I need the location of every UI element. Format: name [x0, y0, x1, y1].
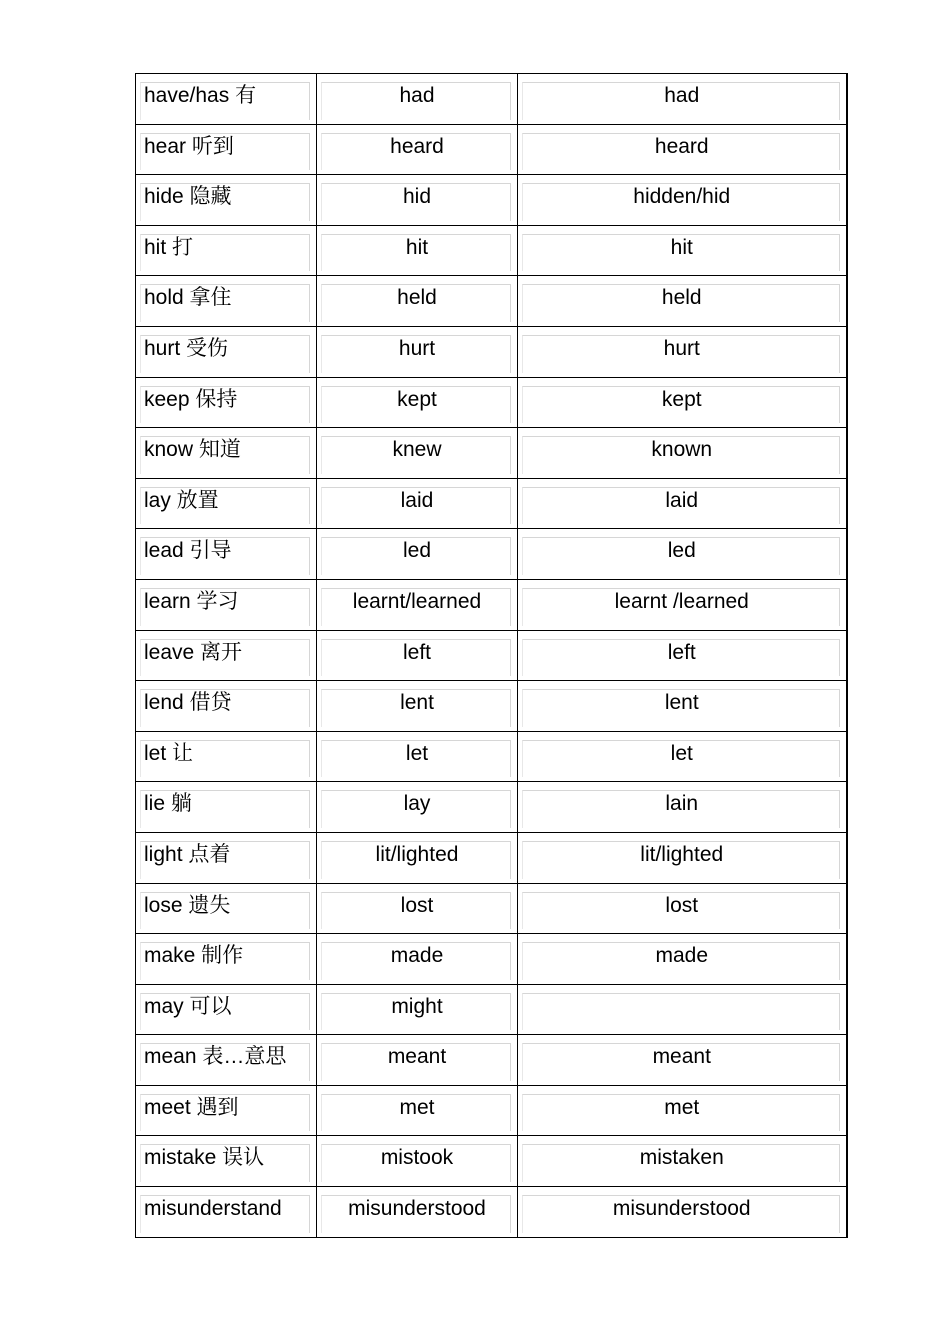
- past-tense-cell-text: hid: [402, 185, 432, 209]
- past-tense-cell-text: lit/lighted: [375, 842, 459, 866]
- table-row: [136, 326, 847, 377]
- base-form-cell-text: mean 表…意思: [144, 1045, 287, 1069]
- base-form-cell: [136, 74, 317, 125]
- past-participle-cell-text: meant: [652, 1045, 711, 1069]
- table-row: [136, 276, 847, 327]
- irregular-verb-table: [135, 73, 848, 1238]
- past-participle-cell-text: mistaken: [639, 1146, 724, 1170]
- base-form-cell-text: lend 借贷: [144, 691, 232, 715]
- table-row: [136, 74, 847, 125]
- past-participle-cell-text: lain: [665, 792, 699, 816]
- base-form-cell: [136, 124, 317, 175]
- past-tense-cell: [317, 1136, 518, 1187]
- table-row: [136, 883, 847, 934]
- past-tense-cell: [317, 225, 518, 276]
- past-tense-cell: [317, 377, 518, 428]
- table-row: [136, 225, 847, 276]
- base-form-cell-text: hide 隐藏: [144, 185, 232, 209]
- past-participle-cell-text: led: [667, 539, 696, 563]
- past-participle-cell: [518, 934, 847, 985]
- past-tense-cell-text: meant: [387, 1045, 447, 1069]
- base-form-cell: [136, 681, 317, 732]
- base-form-cell: [136, 782, 317, 833]
- past-participle-cell-text: hurt: [663, 336, 700, 360]
- table-row: [136, 478, 847, 529]
- past-participle-cell-text: held: [661, 286, 702, 310]
- base-form-cell-text: hear 听到: [144, 134, 234, 158]
- past-participle-cell: [518, 832, 847, 883]
- past-tense-cell: [317, 428, 518, 479]
- past-tense-cell-text: hurt: [398, 336, 436, 360]
- base-form-cell-text: leave 离开: [144, 640, 243, 664]
- past-participle-cell: [518, 276, 847, 327]
- past-participle-cell: [518, 731, 847, 782]
- past-tense-cell-text: might: [391, 994, 443, 1018]
- past-participle-cell-text: misunderstood: [612, 1197, 751, 1221]
- past-tense-cell-text: left: [402, 640, 431, 664]
- table-row: [136, 529, 847, 580]
- past-participle-cell-text: lit/lighted: [640, 842, 724, 866]
- past-tense-cell-text: mistook: [380, 1146, 454, 1170]
- table-row: [136, 782, 847, 833]
- base-form-cell-text: lead 引导: [144, 539, 232, 563]
- base-form-cell-text: light 点着: [144, 842, 231, 866]
- table-row: [136, 175, 847, 226]
- past-participle-cell: [518, 428, 847, 479]
- base-form-cell-text: hit 打: [144, 235, 194, 259]
- base-form-cell: [136, 428, 317, 479]
- base-form-cell: [136, 1187, 317, 1238]
- past-tense-cell: [317, 934, 518, 985]
- cell-inner-frame: [522, 993, 840, 1031]
- past-tense-cell: [317, 124, 518, 175]
- past-tense-cell: [317, 1187, 518, 1238]
- base-form-cell: [136, 934, 317, 985]
- past-tense-cell: [317, 579, 518, 630]
- past-participle-cell-text: learnt /learned: [614, 589, 749, 613]
- past-tense-cell: [317, 529, 518, 580]
- base-form-cell-text: keep 保持: [144, 387, 238, 411]
- past-participle-cell: [518, 1035, 847, 1086]
- past-tense-cell-text: kept: [397, 387, 437, 411]
- base-form-cell-text: hurt 受伤: [144, 336, 229, 360]
- past-tense-cell-text: lent: [400, 691, 434, 715]
- table-row: [136, 984, 847, 1035]
- past-participle-cell: [518, 529, 847, 580]
- base-form-cell-text: misunderstand: [144, 1197, 282, 1221]
- base-form-cell-text: lose 遗失: [144, 893, 231, 917]
- past-tense-cell-text: heard: [390, 134, 444, 158]
- table-row: [136, 1035, 847, 1086]
- table-row: [136, 377, 847, 428]
- past-tense-cell: [317, 326, 518, 377]
- past-tense-cell: [317, 832, 518, 883]
- past-participle-cell-text: hit: [670, 235, 693, 259]
- base-form-cell-text: make 制作: [144, 944, 244, 968]
- past-participle-cell-text: heard: [654, 134, 709, 158]
- table-row: [136, 832, 847, 883]
- base-form-cell: [136, 377, 317, 428]
- table-row: [136, 934, 847, 985]
- base-form-cell: [136, 579, 317, 630]
- past-participle-cell: [518, 326, 847, 377]
- past-participle-cell: [518, 225, 847, 276]
- base-form-cell: [136, 326, 317, 377]
- table-row: [136, 1187, 847, 1238]
- past-tense-cell-text: met: [399, 1095, 435, 1119]
- past-tense-cell: [317, 74, 518, 125]
- base-form-cell: [136, 1136, 317, 1187]
- past-tense-cell: [317, 276, 518, 327]
- past-tense-cell-text: knew: [392, 438, 442, 462]
- table-row: [136, 428, 847, 479]
- past-participle-cell: [518, 630, 847, 681]
- past-tense-cell: [317, 478, 518, 529]
- past-participle-cell-text: lent: [664, 691, 699, 715]
- past-tense-cell: [317, 984, 518, 1035]
- base-form-cell-text: mistake 误认: [144, 1146, 265, 1170]
- base-form-cell: [136, 529, 317, 580]
- base-form-cell: [136, 276, 317, 327]
- base-form-cell: [136, 883, 317, 934]
- past-participle-cell-text: kept: [661, 387, 702, 411]
- past-tense-cell-text: lost: [400, 893, 434, 917]
- base-form-cell-text: may 可以: [144, 994, 232, 1018]
- base-form-cell-text: let 让: [144, 741, 194, 765]
- past-tense-cell-text: made: [390, 944, 444, 968]
- base-form-cell: [136, 1035, 317, 1086]
- past-tense-cell-text: laid: [400, 488, 434, 512]
- past-tense-cell: [317, 1085, 518, 1136]
- past-participle-cell: [518, 74, 847, 125]
- base-form-cell-text: know 知道: [144, 438, 241, 462]
- table-row: [136, 731, 847, 782]
- past-participle-cell-text: known: [651, 438, 713, 462]
- past-tense-cell: [317, 731, 518, 782]
- past-tense-cell: [317, 883, 518, 934]
- base-form-cell-text: lay 放置: [144, 488, 219, 512]
- past-participle-cell: [518, 377, 847, 428]
- base-form-cell: [136, 832, 317, 883]
- base-form-cell-text: have/has 有: [144, 84, 257, 107]
- past-participle-cell-text: left: [667, 640, 696, 664]
- base-form-cell-text: hold 拿住: [144, 286, 232, 310]
- past-tense-cell-text: hit: [405, 235, 429, 259]
- past-participle-cell-text: had: [664, 84, 700, 107]
- past-tense-cell: [317, 630, 518, 681]
- past-participle-cell-text: laid: [665, 488, 699, 512]
- base-form-cell: [136, 175, 317, 226]
- base-form-cell: [136, 630, 317, 681]
- base-form-cell: [136, 984, 317, 1035]
- past-participle-cell: [518, 124, 847, 175]
- past-tense-cell-text: let: [405, 741, 429, 765]
- past-participle-cell: [518, 1187, 847, 1238]
- table-row: [136, 681, 847, 732]
- base-form-cell-text: learn 学习: [144, 589, 239, 613]
- base-form-cell-text: lie 躺: [144, 792, 192, 816]
- base-form-cell: [136, 225, 317, 276]
- past-tense-cell: [317, 681, 518, 732]
- past-participle-cell: [518, 883, 847, 934]
- past-participle-cell-text: met: [664, 1095, 700, 1119]
- past-participle-cell: [518, 175, 847, 226]
- table-row: [136, 1085, 847, 1136]
- past-participle-cell: [518, 478, 847, 529]
- past-participle-cell: [518, 1136, 847, 1187]
- past-tense-cell: [317, 782, 518, 833]
- table-row: [136, 1136, 847, 1187]
- past-tense-cell-text: misunderstood: [348, 1197, 486, 1221]
- base-form-cell: [136, 1085, 317, 1136]
- past-tense-cell-text: led: [402, 539, 432, 563]
- table-row: [136, 579, 847, 630]
- past-tense-cell-text: learnt/learned: [352, 589, 482, 613]
- base-form-cell-text: meet 遇到: [144, 1095, 239, 1119]
- verb-table-body: [136, 74, 847, 1238]
- past-tense-cell-text: held: [397, 286, 437, 310]
- table-row: [136, 630, 847, 681]
- table-row: [136, 124, 847, 175]
- past-tense-cell-text: had: [399, 84, 435, 107]
- past-participle-cell: [518, 984, 847, 1035]
- past-tense-cell: [317, 175, 518, 226]
- past-participle-cell-text: lost: [665, 893, 699, 917]
- base-form-cell: [136, 731, 317, 782]
- past-tense-cell-text: lay: [403, 792, 431, 816]
- past-participle-cell: [518, 681, 847, 732]
- past-tense-cell: [317, 1035, 518, 1086]
- base-form-cell: [136, 478, 317, 529]
- past-participle-cell-text: made: [655, 944, 709, 968]
- past-participle-cell: [518, 579, 847, 630]
- past-participle-cell-text: let: [670, 741, 693, 765]
- past-participle-cell-text: hidden/hid: [633, 185, 731, 209]
- past-participle-cell: [518, 782, 847, 833]
- past-participle-cell: [518, 1085, 847, 1136]
